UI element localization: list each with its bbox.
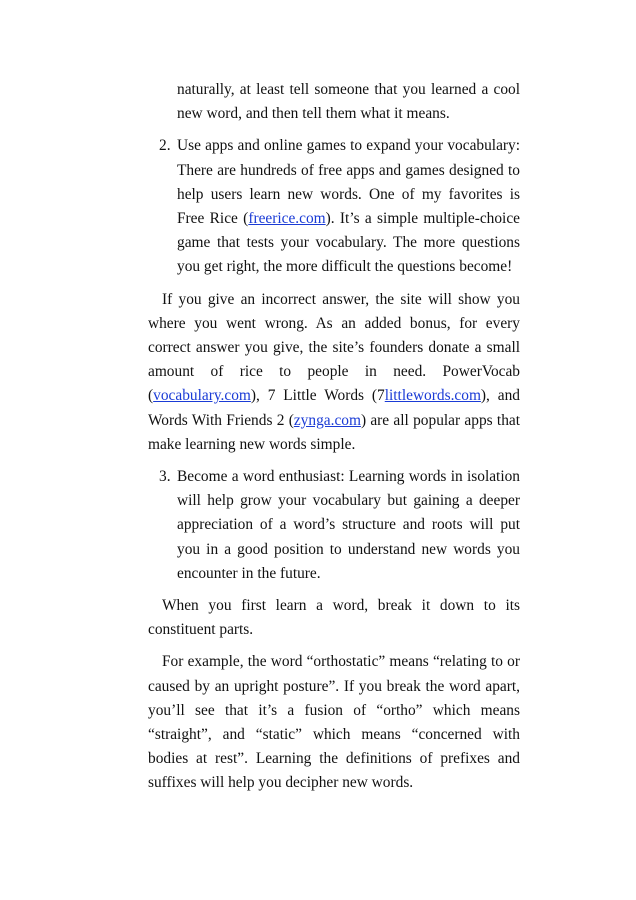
continuation-text: naturally, at least tell someone that you learned a cool new word, and then tell them what it means. bbox=[177, 81, 520, 123]
paragraph-break-down-text: When you first learn a word, break it down to its constituent parts. bbox=[148, 597, 520, 639]
list-number-2: 2. bbox=[159, 137, 171, 155]
list-item-2-text-before: Use apps and online games to expand your vocabulary: There are hundreds of free apps and games designed to help users learn new words. One of my favorites is Free Rice ( bbox=[177, 137, 520, 228]
list-item-2 bbox=[148, 134, 520, 279]
paragraph-break-down bbox=[148, 594, 520, 642]
littlewords-link[interactable]: littlewords.com bbox=[384, 387, 481, 405]
paragraph-example bbox=[148, 650, 520, 795]
list-item-3-text: Become a word enthusiast: Learning words in isolation will help grow your vocabulary but gaining a deeper appreciation of a word’s structure and roots will put you in a good position to understand new words you encounter in the future. bbox=[177, 468, 520, 582]
vocabulary-link[interactable]: vocabulary.com bbox=[153, 387, 251, 405]
paragraph-text-a: If you give an incorrect answer, the site will show you where you went wrong. As an added bonus, for every correct answer you give, the site’s founders donate a small amount of rice to people in need. PowerVocab ( bbox=[148, 290, 520, 405]
paragraph-text-c: ), and Words With Friends 2 ( bbox=[148, 387, 520, 429]
document-page bbox=[148, 78, 520, 804]
paragraph-text-b: ), 7 Little Words (7 bbox=[250, 387, 385, 405]
list-item-2-text-after: ). It’s a simple multiple-choice game that tests your vocabulary. The more questions you get right, the more difficult the questions become! bbox=[177, 210, 520, 276]
list-number-3: 3. bbox=[159, 468, 171, 486]
zynga-link[interactable]: zynga.com bbox=[293, 411, 361, 429]
list-item-3 bbox=[148, 465, 520, 586]
paragraph-example-text: For example, the word “orthostatic” means “relating to or caused by an upright posture”. If you break the word apart, you’ll see that it’s a fusion of “ortho” which means “straight”, and “static” which means “concerned with bodies at rest”. Learning the definitions of prefixes and suffixes will help you decipher new words. bbox=[148, 653, 520, 792]
freerice-link[interactable]: freerice.com bbox=[248, 210, 326, 228]
paragraph-text-d: ) are all popular apps that make learning new words simple. bbox=[148, 411, 520, 453]
paragraph-incorrect-answer bbox=[148, 288, 520, 457]
list-item-continuation bbox=[148, 78, 520, 126]
